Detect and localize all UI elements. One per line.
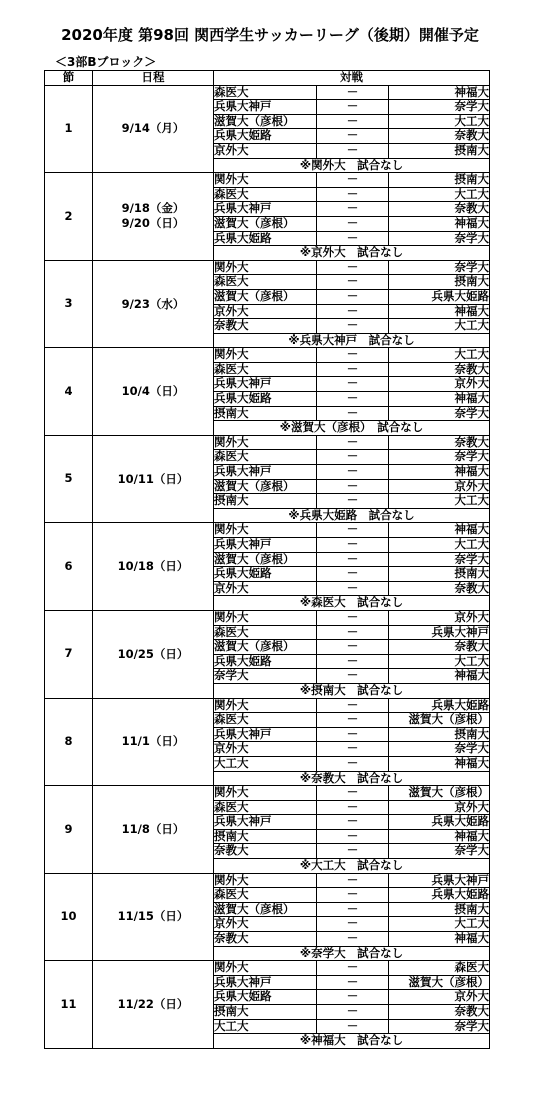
home-team: 関外大 <box>214 523 317 538</box>
home-team: 京外大 <box>214 304 317 319</box>
away-team: 奈学大 <box>389 742 490 757</box>
match-row <box>45 173 490 188</box>
away-team: 大工大 <box>389 494 490 509</box>
round-number: 2 <box>45 173 93 261</box>
home-team: 関外大 <box>214 698 317 713</box>
away-team: 奈学大 <box>389 552 490 567</box>
home-team: 関外大 <box>214 961 317 976</box>
away-team: 兵県大神戸 <box>389 873 490 888</box>
match-row <box>45 348 490 363</box>
match-row <box>45 873 490 888</box>
away-team: 奈学大 <box>389 450 490 465</box>
match-row <box>45 961 490 976</box>
match-separator: － <box>317 727 389 742</box>
round-date-line: 9/20（日） <box>121 216 185 231</box>
round-date-line: 10/11（日） <box>117 471 189 486</box>
home-team: 滋賀大（彦根） <box>214 479 317 494</box>
away-team: 神福大 <box>389 85 490 100</box>
match-separator: － <box>317 1005 389 1020</box>
match-separator: － <box>317 669 389 684</box>
match-separator: － <box>317 114 389 129</box>
match-separator: － <box>317 873 389 888</box>
header-round: 節 <box>45 71 93 86</box>
match-separator: － <box>317 902 389 917</box>
bye-note: ※滋賀大（彦根） 試合なし <box>214 421 490 436</box>
away-team: 兵県大姫路 <box>389 289 490 304</box>
match-row <box>45 435 490 450</box>
away-team: 奈学大 <box>389 231 490 246</box>
schedule-body <box>45 85 490 1048</box>
match-separator: － <box>317 362 389 377</box>
header-row <box>45 71 490 86</box>
away-team: 神福大 <box>389 669 490 684</box>
away-team: 京外大 <box>389 990 490 1005</box>
match-separator: － <box>317 494 389 509</box>
away-team: 奈教大 <box>389 362 490 377</box>
away-team: 奈教大 <box>389 1005 490 1020</box>
match-separator: － <box>317 231 389 246</box>
home-team: 摂南大 <box>214 406 317 421</box>
round-date <box>93 348 214 436</box>
away-team: 摂南大 <box>389 902 490 917</box>
away-team: 神福大 <box>389 829 490 844</box>
round-date-line: 9/14（月） <box>121 121 185 136</box>
away-team: 神福大 <box>389 932 490 947</box>
away-team: 神福大 <box>389 756 490 771</box>
away-team: 滋賀大（彦根） <box>389 713 490 728</box>
match-separator: － <box>317 187 389 202</box>
match-separator: － <box>317 698 389 713</box>
match-separator: － <box>317 100 389 115</box>
match-separator: － <box>317 216 389 231</box>
round-date-line: 10/25（日） <box>117 646 189 661</box>
home-team: 京外大 <box>214 143 317 158</box>
bye-note: ※神福大 試合なし <box>214 1034 490 1049</box>
round-number: 10 <box>45 873 93 961</box>
home-team: 京外大 <box>214 742 317 757</box>
home-team: 関外大 <box>214 348 317 363</box>
match-separator: － <box>317 786 389 801</box>
match-separator: － <box>317 377 389 392</box>
home-team: 兵県大神戸 <box>214 538 317 553</box>
match-separator: － <box>317 888 389 903</box>
round-date <box>93 786 214 874</box>
match-separator: － <box>317 85 389 100</box>
away-team: 大工大 <box>389 348 490 363</box>
round-number: 3 <box>45 260 93 348</box>
away-team: 森医大 <box>389 961 490 976</box>
match-separator: － <box>317 975 389 990</box>
round-date <box>93 85 214 173</box>
match-separator: － <box>317 406 389 421</box>
match-separator: － <box>317 479 389 494</box>
home-team: 森医大 <box>214 888 317 903</box>
match-row <box>45 85 490 100</box>
match-row <box>45 698 490 713</box>
round-date-line: 11/22（日） <box>117 997 189 1011</box>
home-team: 兵県大神戸 <box>214 727 317 742</box>
away-team: 兵県大姫路 <box>389 698 490 713</box>
home-team: 兵県大神戸 <box>214 465 317 480</box>
match-separator: － <box>317 552 389 567</box>
round-number: 5 <box>45 435 93 523</box>
header-match: 対戦 <box>214 71 490 86</box>
away-team: 京外大 <box>389 479 490 494</box>
match-row <box>45 523 490 538</box>
match-separator: － <box>317 742 389 757</box>
match-separator: － <box>317 917 389 932</box>
home-team: 森医大 <box>214 362 317 377</box>
match-row <box>45 786 490 801</box>
round-number: 6 <box>45 523 93 611</box>
away-team: 京外大 <box>389 377 490 392</box>
match-separator: － <box>317 538 389 553</box>
away-team: 大工大 <box>389 187 490 202</box>
match-separator: － <box>317 465 389 480</box>
away-team: 摂南大 <box>389 275 490 290</box>
round-date-line: 9/18（金） <box>121 201 185 216</box>
match-separator: － <box>317 173 389 188</box>
round-date <box>93 260 214 348</box>
home-team: 奈教大 <box>214 932 317 947</box>
home-team: 滋賀大（彦根） <box>214 640 317 655</box>
away-team: 京外大 <box>389 800 490 815</box>
home-team: 森医大 <box>214 625 317 640</box>
bye-note: ※奈教大 試合なし <box>214 771 490 786</box>
match-separator: － <box>317 829 389 844</box>
home-team: 兵県大姫路 <box>214 392 317 407</box>
home-team: 兵県大神戸 <box>214 815 317 830</box>
away-team: 奈学大 <box>389 100 490 115</box>
round-date-line: 11/8（日） <box>121 821 185 836</box>
home-team: 奈教大 <box>214 319 317 334</box>
home-team: 兵県大神戸 <box>214 202 317 217</box>
home-team: 森医大 <box>214 275 317 290</box>
away-team: 大工大 <box>389 654 490 669</box>
round-number: 7 <box>45 610 93 698</box>
round-number: 8 <box>45 698 93 786</box>
home-team: 滋賀大（彦根） <box>214 289 317 304</box>
home-team: 関外大 <box>214 786 317 801</box>
home-team: 兵県大姫路 <box>214 567 317 582</box>
home-team: 京外大 <box>214 917 317 932</box>
round-date-line: 11/1（日） <box>121 734 185 749</box>
round-date <box>93 523 214 611</box>
away-team: 兵県大姫路 <box>389 888 490 903</box>
page-title: 2020年度 第98回 関西学生サッカーリーグ（後期）開催予定 <box>61 26 479 44</box>
match-separator: － <box>317 844 389 859</box>
away-team: 奈教大 <box>389 129 490 144</box>
home-team: 摂南大 <box>214 1005 317 1020</box>
schedule-table <box>44 70 490 1049</box>
match-separator: － <box>317 713 389 728</box>
home-team: 関外大 <box>214 435 317 450</box>
away-team: 大工大 <box>389 114 490 129</box>
away-team: 神福大 <box>389 304 490 319</box>
round-number: 4 <box>45 348 93 436</box>
away-team: 神福大 <box>389 392 490 407</box>
home-team: 摂南大 <box>214 829 317 844</box>
home-team: 摂南大 <box>214 494 317 509</box>
home-team: 兵県大神戸 <box>214 975 317 990</box>
bye-note: ※関外大 試合なし <box>214 158 490 173</box>
away-team: 摂南大 <box>389 143 490 158</box>
round-date-line: 11/15（日） <box>117 909 189 924</box>
away-team: 奈学大 <box>389 406 490 421</box>
away-team: 神福大 <box>389 523 490 538</box>
match-separator: － <box>317 800 389 815</box>
match-separator: － <box>317 143 389 158</box>
match-separator: － <box>317 202 389 217</box>
match-separator: － <box>317 523 389 538</box>
home-team: 関外大 <box>214 260 317 275</box>
home-team: 兵県大神戸 <box>214 100 317 115</box>
round-number: 11 <box>45 961 93 1049</box>
home-team: 大工大 <box>214 756 317 771</box>
home-team: 兵県大姫路 <box>214 990 317 1005</box>
match-separator: － <box>317 932 389 947</box>
home-team: 滋賀大（彦根） <box>214 216 317 231</box>
away-team: 大工大 <box>389 538 490 553</box>
home-team: 森医大 <box>214 713 317 728</box>
home-team: 兵県大姫路 <box>214 654 317 669</box>
home-team: 兵県大姫路 <box>214 231 317 246</box>
match-separator: － <box>317 756 389 771</box>
match-separator: － <box>317 435 389 450</box>
home-team: 滋賀大（彦根） <box>214 552 317 567</box>
match-row <box>45 260 490 275</box>
home-team: 兵県大姫路 <box>214 129 317 144</box>
away-team: 大工大 <box>389 917 490 932</box>
round-date <box>93 873 214 961</box>
away-team: 滋賀大（彦根） <box>389 975 490 990</box>
bye-note: ※京外大 試合なし <box>214 246 490 261</box>
home-team: 森医大 <box>214 187 317 202</box>
home-team: 森医大 <box>214 450 317 465</box>
match-separator: － <box>317 260 389 275</box>
bye-note: ※摂南大 試合なし <box>214 683 490 698</box>
home-team: 森医大 <box>214 85 317 100</box>
match-separator: － <box>317 289 389 304</box>
away-team: 神福大 <box>389 216 490 231</box>
round-date <box>93 610 214 698</box>
home-team: 滋賀大（彦根） <box>214 114 317 129</box>
round-date <box>93 435 214 523</box>
match-separator: － <box>317 961 389 976</box>
header-date: 日程 <box>93 71 214 86</box>
match-separator: － <box>317 625 389 640</box>
away-team: 奈教大 <box>389 435 490 450</box>
round-date <box>93 698 214 786</box>
round-number: 1 <box>45 85 93 173</box>
away-team: 滋賀大（彦根） <box>389 786 490 801</box>
away-team: 大工大 <box>389 319 490 334</box>
match-row <box>45 610 490 625</box>
home-team: 兵県大神戸 <box>214 377 317 392</box>
home-team: 奈学大 <box>214 669 317 684</box>
away-team: 奈学大 <box>389 1019 490 1034</box>
round-date-line: 9/23（水） <box>121 296 185 311</box>
match-separator: － <box>317 450 389 465</box>
bye-note: ※大工大 試合なし <box>214 859 490 874</box>
home-team: 関外大 <box>214 610 317 625</box>
round-date-line: 10/18（日） <box>117 559 189 574</box>
home-team: 大工大 <box>214 1019 317 1034</box>
match-separator: － <box>317 392 389 407</box>
round-number: 9 <box>45 786 93 874</box>
home-team: 関外大 <box>214 873 317 888</box>
home-team: 森医大 <box>214 800 317 815</box>
match-separator: － <box>317 567 389 582</box>
away-team: 奈教大 <box>389 640 490 655</box>
away-team: 奈学大 <box>389 844 490 859</box>
match-separator: － <box>317 304 389 319</box>
away-team: 奈教大 <box>389 202 490 217</box>
round-date <box>93 961 214 1049</box>
away-team: 奈教大 <box>389 581 490 596</box>
match-separator: － <box>317 319 389 334</box>
match-separator: － <box>317 1019 389 1034</box>
away-team: 摂南大 <box>389 173 490 188</box>
away-team: 兵県大姫路 <box>389 815 490 830</box>
home-team: 奈教大 <box>214 844 317 859</box>
away-team: 摂南大 <box>389 567 490 582</box>
away-team: 摂南大 <box>389 727 490 742</box>
away-team: 兵県大神戸 <box>389 625 490 640</box>
block-label: ＜3部Bブロック＞ <box>55 55 157 69</box>
match-separator: － <box>317 654 389 669</box>
bye-note: ※奈学大 試合なし <box>214 946 490 961</box>
match-separator: － <box>317 990 389 1005</box>
home-team: 滋賀大（彦根） <box>214 902 317 917</box>
home-team: 京外大 <box>214 581 317 596</box>
away-team: 奈学大 <box>389 260 490 275</box>
round-date <box>93 173 214 261</box>
match-separator: － <box>317 815 389 830</box>
bye-note: ※兵県大神戸 試合なし <box>214 333 490 348</box>
match-separator: － <box>317 640 389 655</box>
away-team: 神福大 <box>389 465 490 480</box>
match-separator: － <box>317 581 389 596</box>
match-separator: － <box>317 275 389 290</box>
bye-note: ※森医大 試合なし <box>214 596 490 611</box>
home-team: 関外大 <box>214 173 317 188</box>
match-separator: － <box>317 610 389 625</box>
away-team: 京外大 <box>389 610 490 625</box>
match-separator: － <box>317 129 389 144</box>
match-separator: － <box>317 348 389 363</box>
bye-note: ※兵県大姫路 試合なし <box>214 508 490 523</box>
round-date-line: 10/4（日） <box>121 384 185 399</box>
